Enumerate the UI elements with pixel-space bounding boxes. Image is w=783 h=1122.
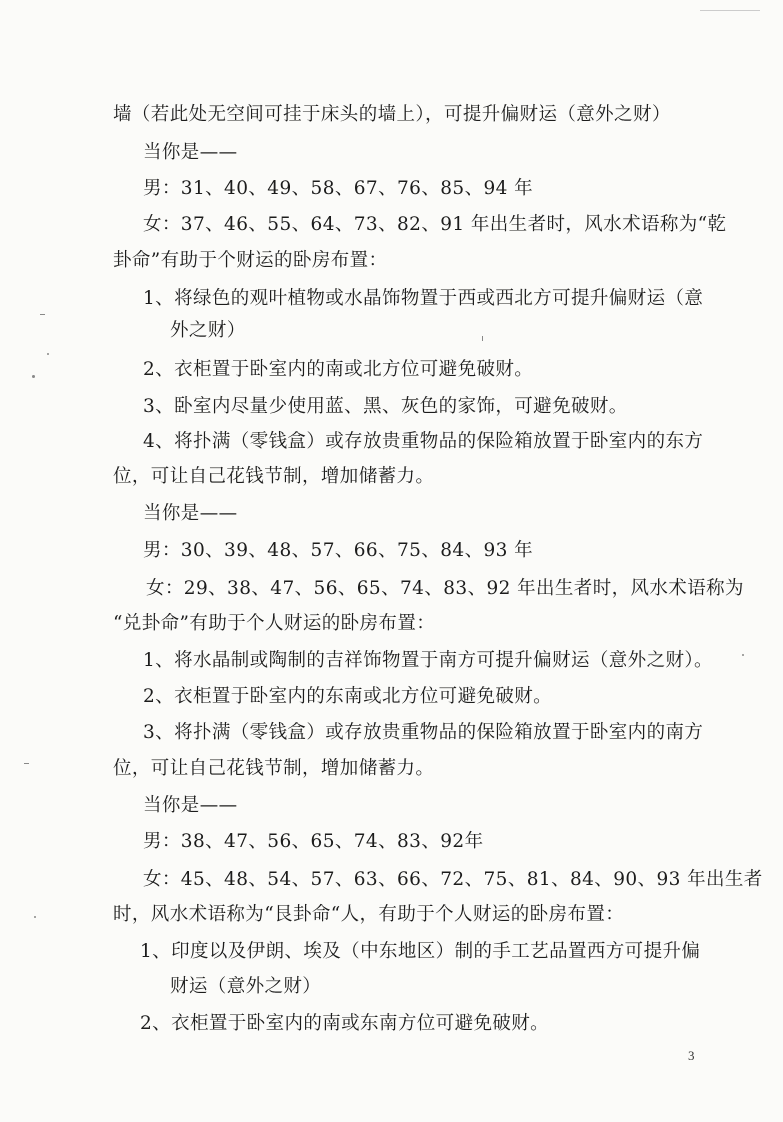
text-line: 女：29、38、47、56、65、74、83、92 年出生者时，风水术语称为 (146, 578, 744, 599)
list-item: 1、将水晶制或陶制的吉祥饰物置于南方可提升偏财运（意外之财）。 (143, 650, 713, 671)
scan-speck (700, 10, 760, 11)
list-item: 1、印度以及伊朗、埃及（中东地区）制的手工艺品置西方可提升偏 (140, 941, 701, 962)
text-line: 女：45、48、54、57、63、66、72、75、81、84、90、93 年出生者 (143, 869, 763, 890)
list-item: 3、将扑满（零钱盒）或存放贵重物品的保险箱放置于卧室内的南方 (143, 722, 704, 743)
list-item: 2、衣柜置于卧室内的东南或北方位可避免破财。 (143, 686, 553, 707)
list-item-continuation: 财运（意外之财） (170, 976, 322, 997)
scan-speck (47, 353, 49, 355)
text-line: 男：38、47、56、65、74、83、92年 (143, 831, 484, 852)
text-line: 男：30、39、48、57、66、75、84、93 年 (143, 540, 534, 561)
list-item: 2、衣柜置于卧室内的南或北方位可避免破财。 (143, 359, 534, 380)
scan-speck (32, 375, 35, 378)
text-line: 卦命”有助于个财运的卧房布置： (113, 250, 388, 271)
list-item-continuation: 位，可让自己花钱节制，增加储蓄力。 (113, 758, 435, 779)
scan-speck (24, 763, 29, 764)
text-line: 时，风水术语称为“艮卦命“人，有助于个人财运的卧房布置： (113, 904, 625, 925)
list-item: 1、将绿色的观叶植物或水晶饰物置于西或西北方可提升偏财运（意 (143, 288, 704, 309)
section-heading: 当你是—— (143, 142, 238, 163)
list-item: 4、将扑满（零钱盒）或存放贵重物品的保险箱放置于卧室内的东方 (143, 431, 704, 452)
section-heading: 当你是—— (143, 795, 238, 816)
text-line: 墙（若此处无空间可挂于床头的墙上），可提升偏财运（意外之财） (113, 104, 671, 125)
page-number: 3 (688, 1048, 695, 1063)
list-item: 3、卧室内尽量少使用蓝、黑、灰色的家饰，可避免破财。 (143, 396, 628, 417)
section-heading: 当你是—— (143, 503, 238, 524)
text-line: “兑卦命”有助于个人财运的卧房布置： (113, 613, 436, 634)
scan-speck (40, 314, 45, 315)
text-line: 男：31、40、49、58、67、76、85、94 年 (143, 178, 534, 199)
list-item-continuation: 外之财） (170, 320, 246, 341)
scan-speck (34, 916, 36, 918)
scan-speck (742, 654, 744, 656)
list-item-continuation: 位，可让自己花钱节制，增加储蓄力。 (113, 466, 435, 487)
scan-speck (482, 336, 483, 341)
list-item: 2、衣柜置于卧室内的南或东南方位可避免破财。 (140, 1013, 550, 1034)
text-line: 女：37、46、55、64、73、82、91 年出生者时，风水术语称为“乾 (143, 214, 727, 235)
